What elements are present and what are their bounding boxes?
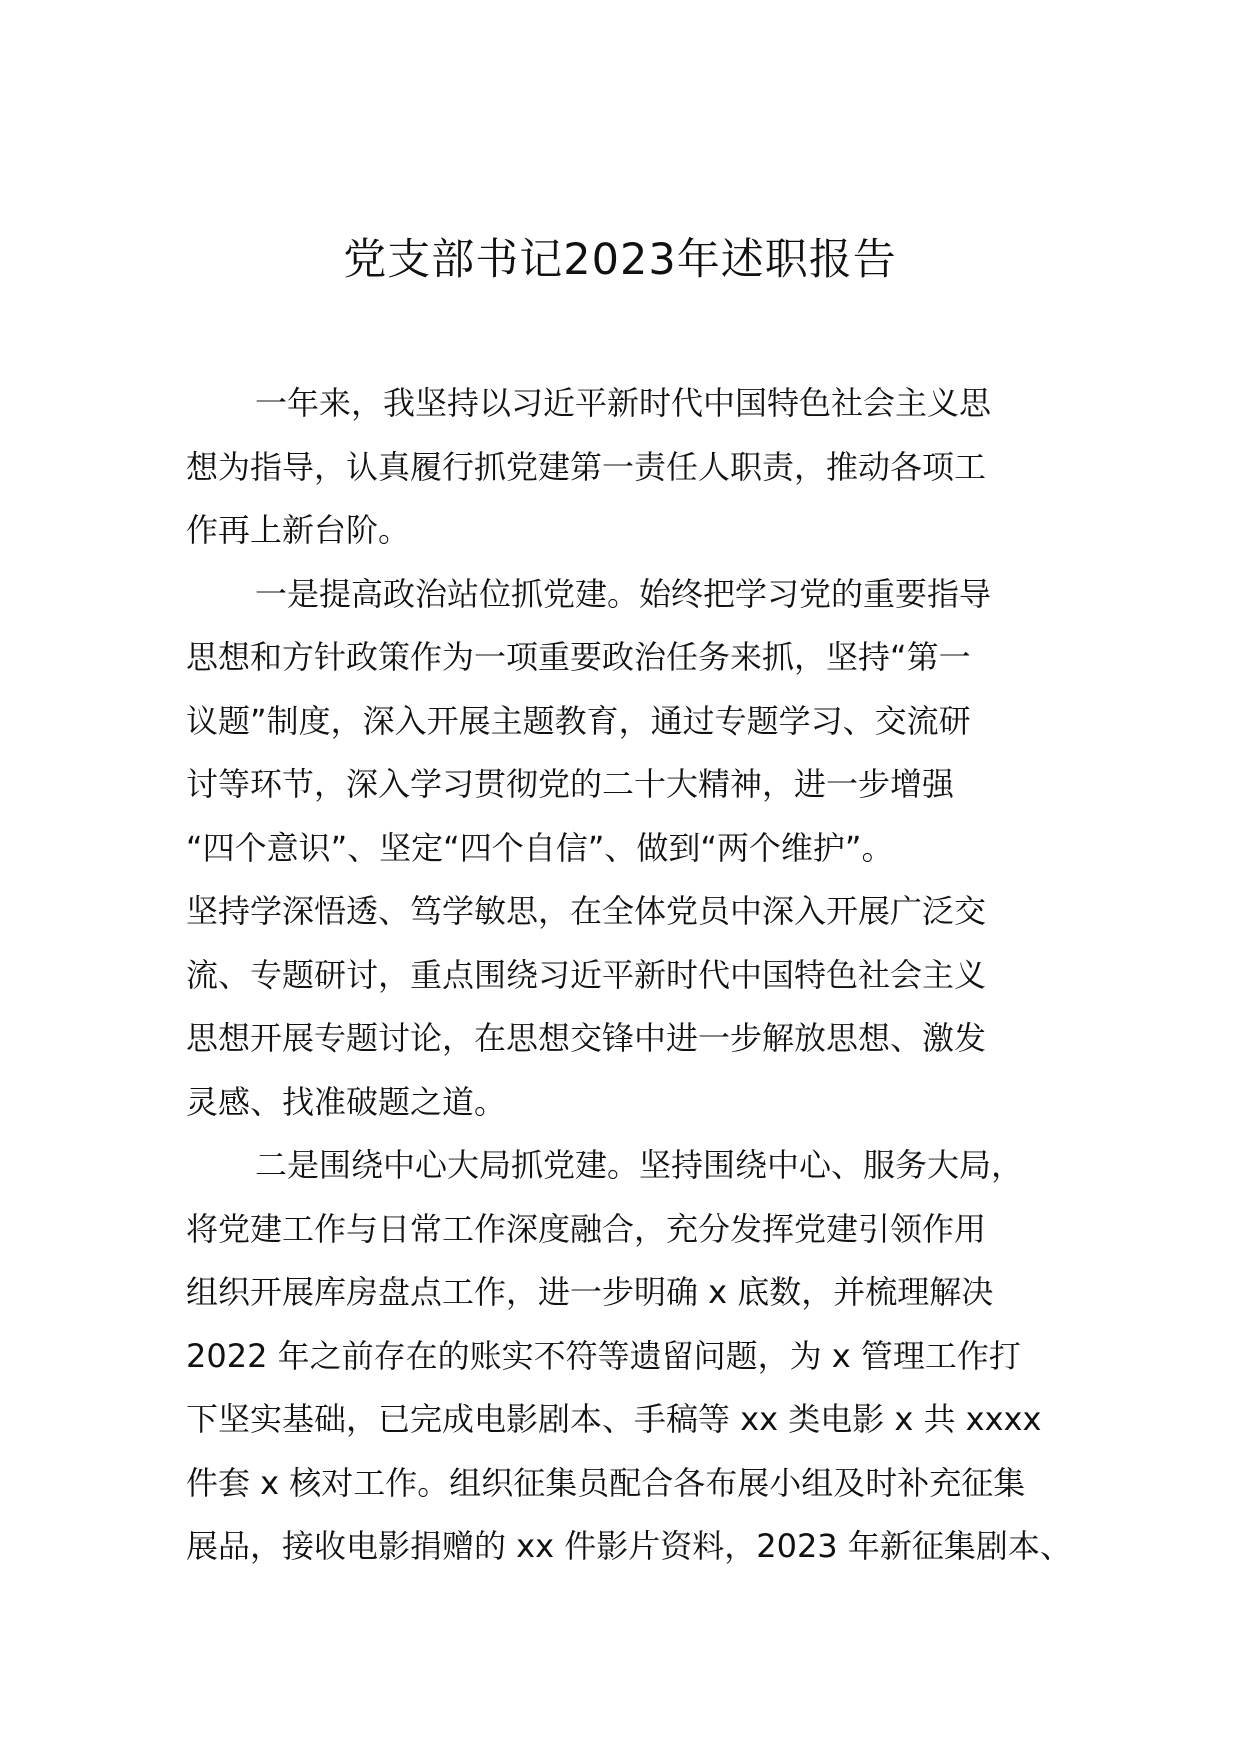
paragraph-line: 议题”制度，深入开展主题教育，通过专题学习、交流研 — [186, 701, 971, 740]
paragraph-line: 想为指导，认真履行抓党建第一责任人职责，推动各项工 — [186, 447, 987, 486]
paragraph-line: 组织开展库房盘点工作，进一步明确 x 底数，并梳理解决 — [186, 1273, 994, 1311]
paragraph-line: 2022 年之前存在的账实不符等遗留问题，为 x 管理工作打 — [186, 1336, 1021, 1375]
paragraph-line: 展品，接收电影捐赠的 xx 件影片资料，2023 年新征集剧本、 — [186, 1527, 1072, 1565]
document-body — [186, 372, 1086, 1579]
paragraph-line: 思想和方针政策作为一项重要政治任务来抓，坚持“第一 — [186, 638, 971, 676]
paragraph-line: 思想开展专题讨论，在思想交锋中进一步解放思想、激发 — [186, 1019, 987, 1057]
document-title: 党支部书记2023年述职报告 — [343, 235, 897, 285]
paragraph-line: “四个意识”、坚定“四个自信”、做到“两个维护”。 — [186, 828, 894, 867]
paragraph-line: 讨等环节，深入学习贯彻党的二十大精神，进一步增强 — [186, 765, 955, 803]
paragraph-line: 二是围绕中心大局抓党建。坚持围绕中心、服务大局， — [255, 1146, 1024, 1184]
paragraph-line: 作再上新台阶。 — [186, 511, 411, 549]
paragraph-line: 一是提高政治站位抓党建。始终把学习党的重要指导 — [255, 574, 992, 613]
paragraph-line: 流、专题研讨，重点围绕习近平新时代中国特色社会主义 — [186, 955, 987, 994]
paragraph-line: 下坚实基础，已完成电影剧本、手稿等 xx 类电影 x 共 xxxx — [186, 1400, 1042, 1438]
paragraph-line: 灵感、找准破题之道。 — [186, 1082, 507, 1121]
paragraph-line: 件套 x 核对工作。组织征集员配合各布展小组及时补充征集 — [186, 1463, 1026, 1502]
paragraph-line: 将党建工作与日常工作深度融合，充分发挥党建引领作用 — [186, 1209, 987, 1248]
paragraph-line: 坚持学深悟透、笃学敏思，在全体党员中深入开展广泛交 — [186, 892, 987, 930]
paragraph-line: 一年来，我坚持以习近平新时代中国特色社会主义思 — [255, 384, 992, 422]
